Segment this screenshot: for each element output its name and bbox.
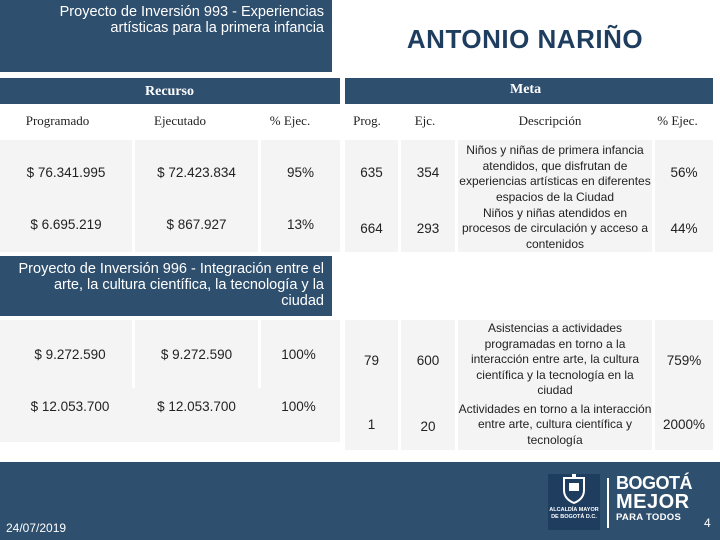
row2-ejc: 293 [416,220,440,236]
bogota-logo-line1: BOGOTÁ [616,473,692,493]
meta-label: Meta [510,82,542,97]
project-996-title [0,256,332,316]
row1-programado: $ 76.341.995 [26,164,106,180]
row3-pct: 100% [281,346,316,362]
row4-pct: 100% [281,398,316,414]
coat-of-arms-icon [561,474,587,504]
project-993-title-text: Proyecto de Inversión 993 - Experiencias artísticas para la primera infancia [59,4,324,36]
recurso-band [0,78,340,104]
row2-pct: 13% [286,216,315,232]
row1-descripcion: Niños y niñas de primera infancia atendidos, que disfrutan de experiencias artísticas en diferentes espacios de la Ciudad [459,143,651,204]
col-ejc: Ejc. [414,113,436,128]
col-ejecutado: Ejecutado [154,113,206,128]
footer-bar [0,462,720,540]
alcaldia-logo-text: ALCALDÍA MAYOR DE BOGOTÁ D.C. [549,507,599,520]
row2-programado: $ 6.695.219 [30,216,102,232]
bogota-mejor-logo [616,474,692,532]
col-programado: Programado [25,113,90,128]
row1-meta-pct: 56% [670,164,698,180]
row3-descripcion: Asistencias a actividades programadas en torno a la interacción entre arte, la cultura científica y la tecnología en la ciudad [470,321,640,398]
alcaldia-logo [548,474,600,530]
project-996-title-text: Proyecto de Inversión 996 - Integración entre el arte, la cultura científica, la tecnología y la ciudad [18,261,324,309]
project-996-meta-table [345,320,713,450]
col-descripcion: Descripción [518,113,582,128]
row4-prog: 1 [367,416,376,432]
recurso-label: Recurso [145,84,194,99]
row2-ejecutado: $ 867.927 [166,216,227,232]
row3-programado: $ 9.272.590 [34,346,106,362]
project-996-resource-table [0,320,340,442]
row4-descripcion: Actividades en torno a la interacción entre arte, cultura científica y tecnología [458,401,652,447]
row4-ejc: 20 [420,418,436,434]
row2-prog: 664 [360,220,383,236]
page-number: 4 [704,516,711,530]
footer-date: 24/07/2019 [6,521,67,535]
row4-ejecutado: $ 12.053.700 [157,398,236,414]
row3-prog: 79 [363,352,380,368]
project-993-table [0,140,713,252]
locality-title: ANTONIO NARIÑO [406,24,644,54]
row1-ejecutado: $ 72.423.834 [157,164,236,180]
bogota-logo-line3: PARA TODOS [616,512,682,523]
row2-descripcion: Niños y niñas atendidos en procesos de circulación y acceso a contenidos [461,205,649,251]
row3-ejecutado: $ 9.272.590 [160,346,233,362]
row1-ejc: 354 [416,164,440,180]
col-pct-ejec-meta: % Ejec. [657,113,698,128]
project-993-title [0,0,332,72]
row4-programado: $ 12.053.700 [30,398,110,414]
row1-prog: 635 [360,164,383,180]
bogota-logo-line2: MEJOR [616,491,690,513]
col-prog: Prog. [353,113,381,128]
row3-meta-pct: 759% [666,352,702,368]
row4-meta-pct: 2000% [662,416,706,432]
meta-band [345,78,713,104]
row3-ejc: 600 [416,352,440,368]
row1-pct: 95% [286,164,315,180]
logo-divider [607,478,609,528]
row2-meta-pct: 44% [670,220,698,236]
col-pct-ejec-recurso: % Ejec. [269,113,311,128]
